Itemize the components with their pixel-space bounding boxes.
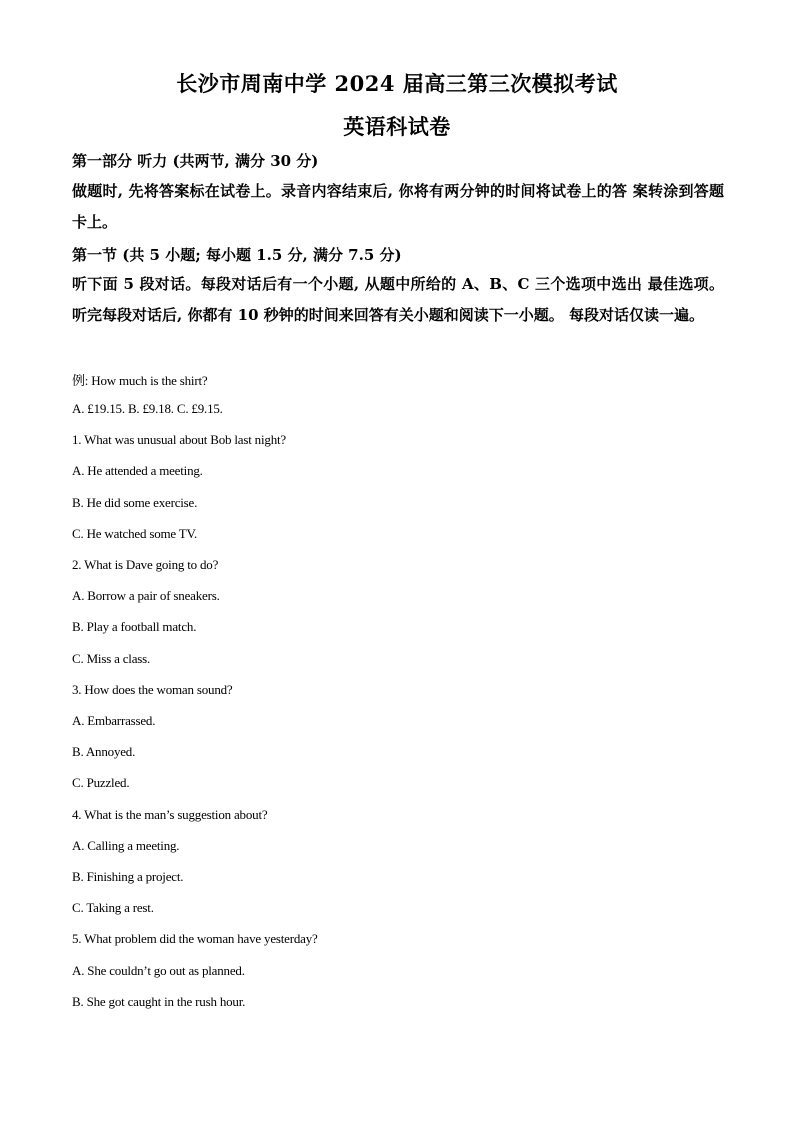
exam-subtitle: 英语科试卷 [343, 114, 451, 139]
subsection-instructions: 听下面 5 段对话。每段对话后有一个小题, 从题中所给的 A、B、C 三个选项中选出 最佳选项。听完每段对话后, 你都有 10 秒钟的时间来回答有关小题和阅读下一小题。 每段对话仅读一遍。 [72, 275, 724, 324]
section-instructions: 做题时, 先将答案标在试卷上。录音内容结束后, 你将有两分钟的时间将试卷上的答 案转涂到答题卡上。 [72, 182, 724, 231]
question-4-option-b: B. Finishing a project. [72, 869, 184, 884]
question-4: 4. What is the man’s suggestion about? [72, 807, 268, 822]
question-4-option-c: C. Taking a rest. [72, 900, 154, 915]
exam-title: 长沙市周南中学 2024 届高三第三次模拟考试 [176, 71, 618, 96]
section-heading: 第一部分 听力 (共两节, 满分 30 分) [72, 152, 319, 170]
question-1-option-a: A. He attended a meeting. [72, 463, 203, 478]
question-2-option-b: B. Play a football match. [72, 619, 197, 634]
example-question: 例: How much is the shirt? [72, 373, 208, 388]
question-5-option-a: A. She couldn’t go out as planned. [72, 963, 245, 978]
question-3: 3. How does the woman sound? [72, 682, 233, 697]
question-1-option-b: B. He did some exercise. [72, 495, 198, 510]
question-3-option-c: C. Puzzled. [72, 775, 130, 790]
question-2-option-a: A. Borrow a pair of sneakers. [72, 588, 220, 603]
question-3-option-b: B. Annoyed. [72, 744, 136, 759]
question-4-option-a: A. Calling a meeting. [72, 838, 180, 853]
question-1: 1. What was unusual about Bob last night? [72, 432, 286, 447]
question-5-option-b: B. She got caught in the rush hour. [72, 994, 246, 1009]
question-2-option-c: C. Miss a class. [72, 651, 151, 666]
question-3-option-a: A. Embarrassed. [72, 713, 156, 728]
question-1-option-c: C. He watched some TV. [72, 526, 198, 541]
subsection-heading: 第一节 (共 5 小题; 每小题 1.5 分, 满分 7.5 分) [72, 246, 402, 264]
question-5: 5. What problem did the woman have yesterday? [72, 931, 318, 946]
question-2: 2. What is Dave going to do? [72, 557, 219, 572]
example-options: A. £19.15. B. £9.18. C. £9.15. [72, 401, 223, 416]
